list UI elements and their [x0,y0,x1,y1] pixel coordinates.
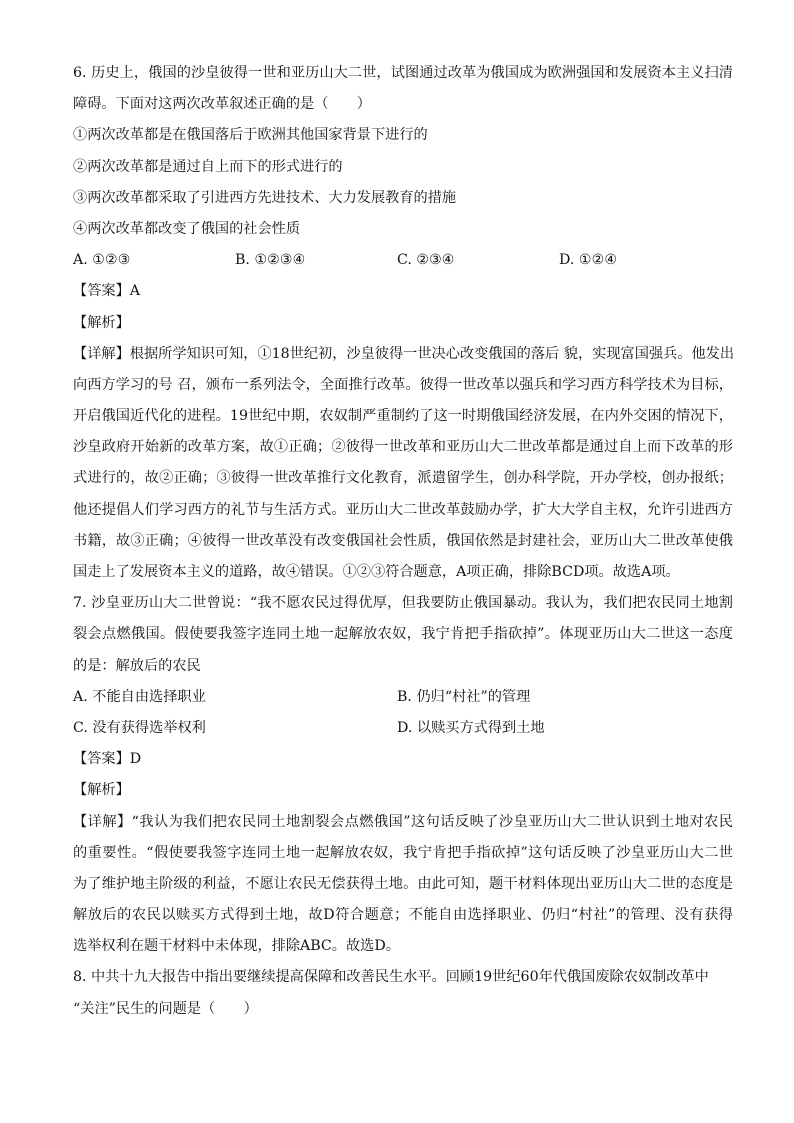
exam-page [73,62,733,1029]
detail-line: 国走上了发展资本主义的道路，故④错误。①②③符合题意，A项正确，排除BCD项。故选A项。 [73,564,680,580]
option-a: A. ①②③ [73,252,131,269]
detail-line: 选举权利在题干材料中未体现，排除ABC。故选D。 [73,938,400,955]
question-stem-line: 6. 历史上，俄国的沙皇彼得一世和亚历山大二世，试图通过改革为俄国成为欧洲强国和发展资本主义扫清 [73,65,733,81]
detail-line: 他还提倡人们学习西方的礼节与生活方式。亚历山大二世改革鼓励办学，扩大大学自主权，允许引进西方 [73,501,733,518]
statement-3: ③两次改革都采取了引进西方先进技术、大力发展教育的措施 [73,189,457,206]
option-d: D. 以赎买方式得到土地 [397,719,545,736]
analysis-label: 【解析】 [73,314,130,331]
detail-line: 的重要性。“假使要我签字连同土地一起解放农奴，我宁肯把手指砍掉”这句话反映了沙皇亚历山大二世 [73,844,733,861]
detail-line: 解放后的农民以赎买方式得到土地，故D符合题意；不能自由选择职业、仍归“村社”的管理、没有获得 [73,907,733,924]
detail-line: 书籍，故③正确；④彼得一世改革没有改变俄国社会性质，俄国依然是封建社会，亚历山大二世改革使俄 [73,532,733,549]
question-stem-line: 8. 中共十九大报告中指出要继续提高保障和改善民生水平。回顾19世纪60年代俄国废除农奴制改革中 [73,969,709,986]
option-b: B. 仍归“村社”的管理 [397,688,531,705]
question-6 [73,62,733,583]
statement-4: ④两次改革都改变了俄国的社会性质 [73,220,301,237]
option-d: D. ①②④ [559,252,618,269]
option-c: C. 没有获得选举权利 [73,719,206,736]
detail-line: 沙皇政府开始新的改革方案，故①正确；②彼得一世改革和亚历山大二世改革都是通过自上而下改革的形 [73,439,733,456]
statement-2: ②两次改革都是通过自上而下的形式进行的 [73,158,343,175]
analysis-label: 【解析】 [73,782,130,799]
question-stem-line: 裂会点燃俄国。假使要我签字连同土地一起解放农奴，我宁肯把手指砍掉”。体现亚历山大二世这一态度 [73,626,733,643]
option-c: C. ②③④ [397,252,455,269]
detail-line: 【详解】根据所学知识可知，①18世纪初，沙皇彼得一世决心改变俄国的落后 貌，实现富国强兵。他发出 [73,345,735,362]
question-7 [73,592,733,957]
question-stem-line: 障碍。下面对这两次改革叙述正确的是（ ） [73,96,371,113]
detail-line: 开启俄国近代化的进程。19世纪中期，农奴制严重制约了这一时期俄国经济发展，在内外交困的情况下， [73,408,733,425]
options-row [73,686,733,708]
detail-line: 式进行的，故②正确；③彼得一世改革推行文化教育，派遣留学生，创办科学院，开办学校，创办报纸； [73,470,733,487]
detail-line: 为了维护地主阶级的利益，不愿让农民无偿获得土地。由此可知，题干材料体现出亚历山大二世的态度是 [73,875,733,892]
answer-label: 【答案】A [73,283,140,300]
statement-1: ①两次改革都是在俄国落后于欧洲其他国家背景下进行的 [73,127,428,144]
answer-label: 【答案】D [73,751,142,768]
option-b: B. ①②③④ [235,252,306,269]
detail-line: 【详解】“我认为我们把农民同土地割裂会点燃俄国”这句话反映了沙皇亚历山大二世认识到土地对农民 [73,813,733,830]
option-a: A. 不能自由选择职业 [73,688,206,705]
question-stem-line: 7. 沙皇亚历山大二世曾说：“我不愿农民过得优厚，但我要防止俄国暴动。我认为，我们把农民同土地割 [73,595,733,612]
question-8 [73,966,733,1019]
question-stem-line: “关注”民生的问题是（ ） [73,1000,258,1017]
question-stem-line: 的是：解放后的农民 [73,657,201,674]
options-row [73,717,733,739]
options-row [73,249,733,271]
detail-line: 向西方学习的号 召，颁布一系列法令，全面推行改革。彼得一世改革以强兵和学习西方科学技术为目标， [73,376,733,393]
